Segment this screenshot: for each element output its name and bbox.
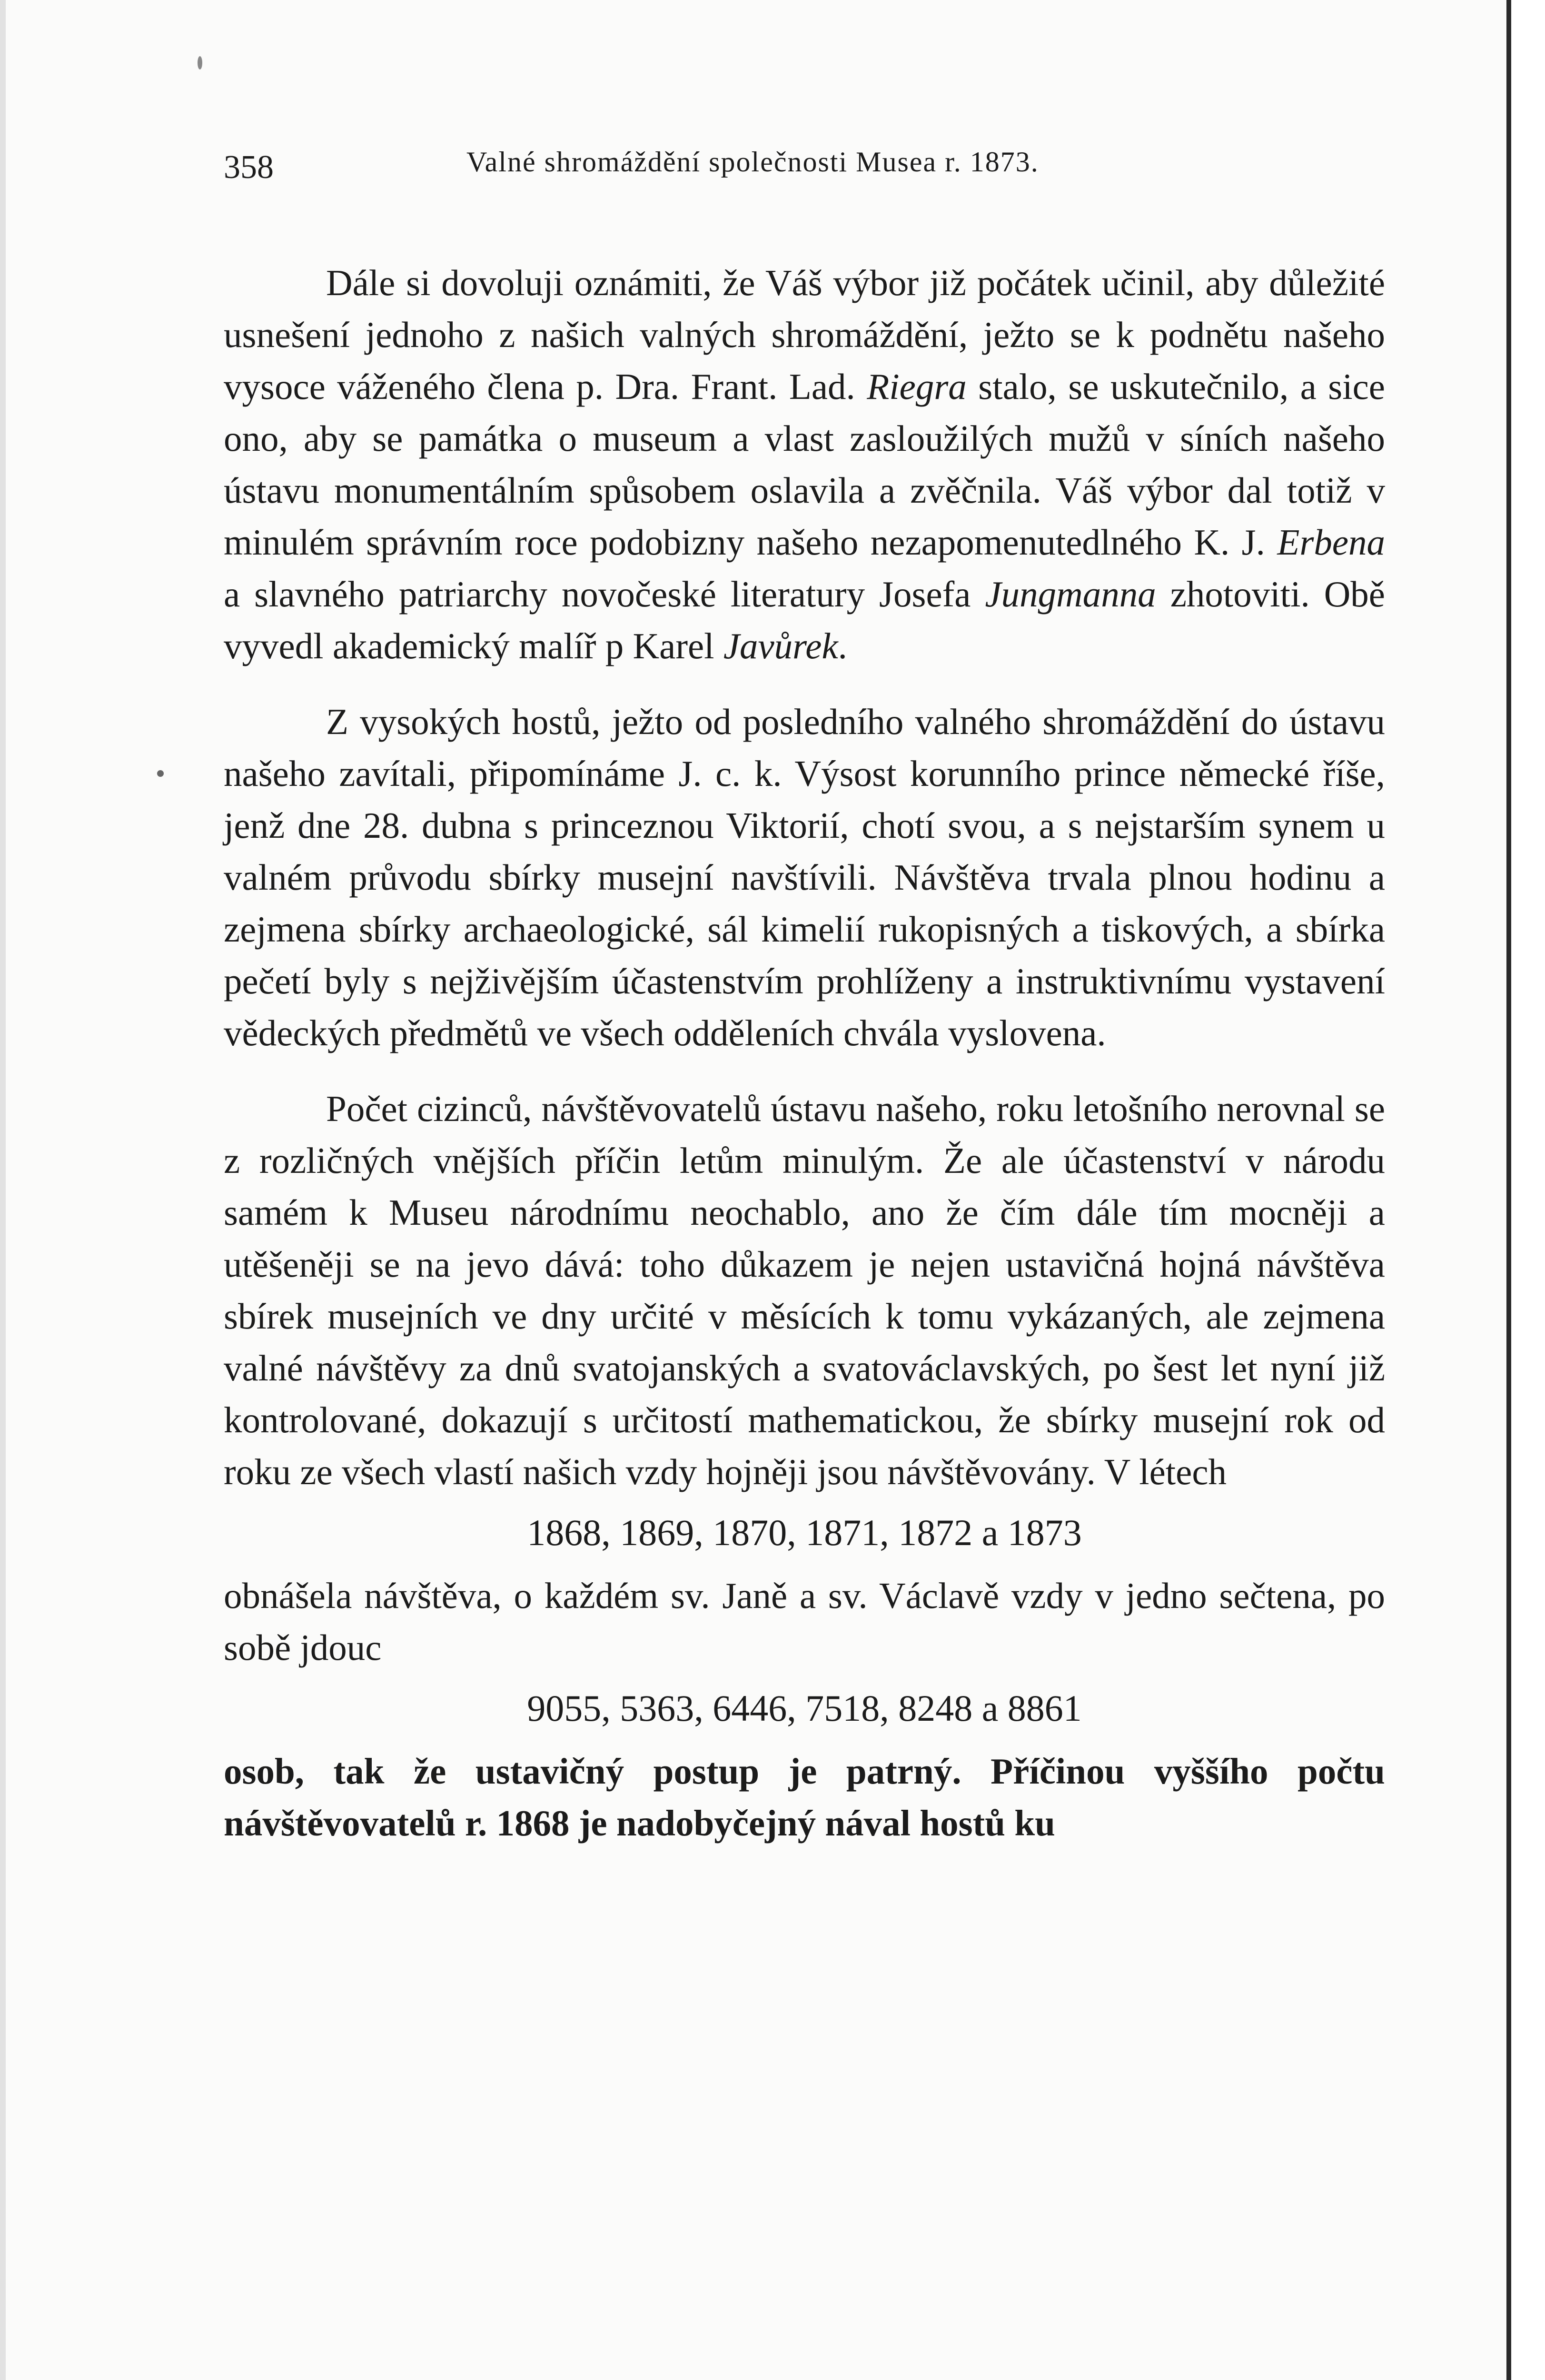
scan-left-edge [0, 0, 6, 2380]
name-jungmann: Jungmanna [985, 574, 1156, 615]
name-javurek: Javůrek [723, 625, 838, 666]
name-rieger: Riegra [867, 366, 967, 407]
closing-text: osob, tak že ustavičný postup je patrný. Příčinou vyššího počtu návštěvovatelů r. 1868 je nadobyčejný nával hostů ku [224, 1751, 1385, 1844]
running-title: Valné shromáždění společnosti Musea r. 1873. [466, 146, 1039, 178]
text-run: a slavného patriarchy novočeské literatury Josefa [224, 574, 985, 615]
scan-right-edge [1506, 0, 1545, 2380]
years-line: 1868, 1869, 1870, 1871, 1872 a 1873 [527, 1512, 1082, 1553]
page-number: 358 [224, 149, 274, 186]
text-run: . [838, 625, 847, 666]
text-run: zhotoviti. Obě vyvedl akademický malíř p Karel [224, 574, 1385, 666]
scan-speck [198, 56, 202, 69]
paragraph-1 [224, 257, 1385, 672]
paragraph-2: Z vysokých hostů, ježto od posledního valného shromáždění do ústavu našeho zavítali, připomínáme J. c. k. Výsost korunního prince německé říše, jenž dne 28. dubna s princeznou Viktorií, chotí svou, a s nejstarším synem u valném průvodu sbírky musejní navštívili. Návštěva trvala plnou hodinu a zejmena sbírky archaeologické, sál kimelií rukopisných a tiskových, a sbírka pečetí byly s nejživějším účastenstvím prohlíženy a instruktivnímu vystavení vědeckých předmětů ve všech odděleních chvála vyslovena. [224, 701, 1385, 1053]
book-page [224, 143, 1385, 1849]
text-run: stalo, se uskutečnilo, a sice ono, aby se památka o museum a vlast zasloužilých mužů v síních našeho ústavu monumentálním spůsobem oslavila a zvěčnila. Váš výbor dal totiž v minulém správním roce podobizny našeho nezapomenutedlného K. J. [224, 366, 1385, 563]
page-body [224, 257, 1385, 1849]
name-erben: Erbena [1277, 522, 1385, 563]
scan-speck [157, 770, 164, 777]
page-header [224, 143, 1385, 195]
visitor-counts-line: 9055, 5363, 6446, 7518, 8248 a 8861 [527, 1687, 1082, 1729]
paragraph-3: Počet cizinců, návštěvovatelů ústavu našeho, roku letošního nerovnal se z rozličných vnějších příčin letům minulým. Že ale účastenství v národu samém k Museu národnímu neochablo, ano že čím dále tím mocněji a utěšeněji se na jevo dává: toho důkazem je nejen ustavičná hojná návštěva sbírek musejních ve dny určité v měsících k tomu vykázaných, ale zejmena valné návštěvy za dnů svatojanských a svatováclavských, po šest let nyní již kontrolované, dokazují s určitostí mathematickou, že sbírky musejní rok od roku ze všech vlastí našich vzdy hojněji jsou návštěvovány. V létech [224, 1088, 1385, 1492]
text-run: Dále si dovoluji oznámiti, že Váš výbor již počátek učinil, aby důležité usnešení jednoho z našich valných shromáždění, ježto se k podnětu našeho vysoce váženého člena p. Dra. Frant. Lad. [224, 262, 1385, 407]
after-years-text: obnášela návštěva, o každém sv. Janě a sv. Václavě vzdy v jedno sečtena, po sobě jdouc [224, 1575, 1385, 1668]
